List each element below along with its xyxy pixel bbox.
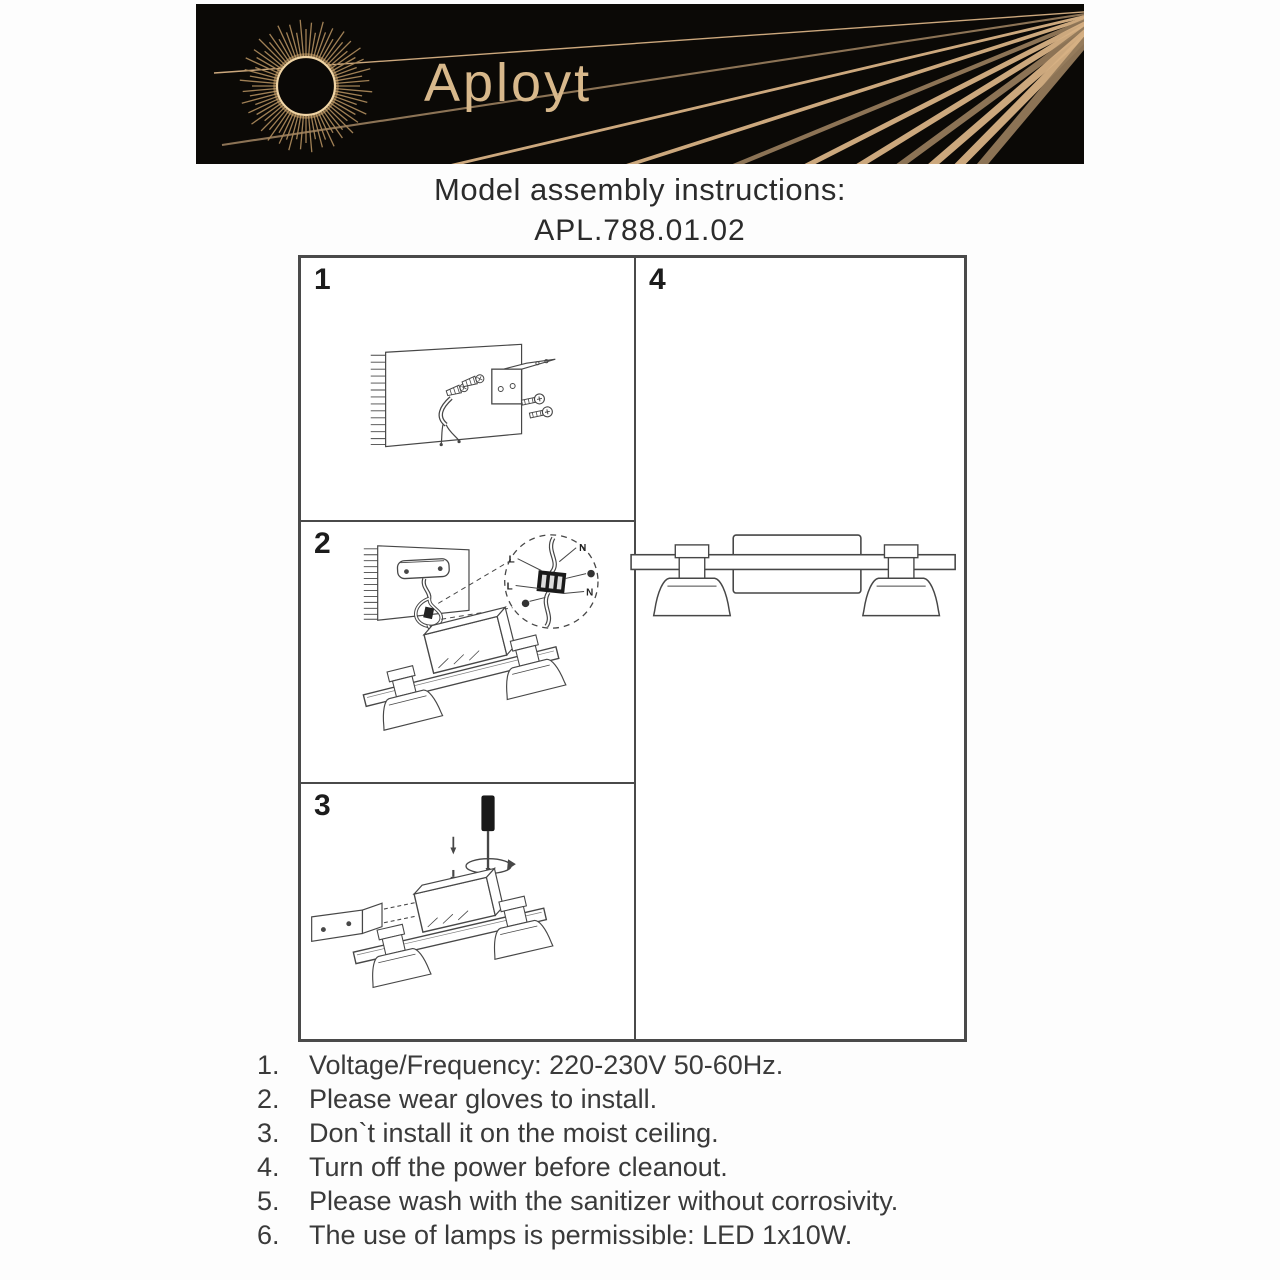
step-1-number: 1 — [314, 263, 331, 296]
note-text: Please wear gloves to install. — [309, 1084, 658, 1114]
step-4-panel — [635, 257, 965, 1040]
finished-fixture-drawing — [631, 535, 955, 616]
note-item — [257, 1050, 898, 1081]
screwdriver-icon — [482, 796, 495, 874]
step-2-drawing — [301, 522, 634, 782]
step-3-number: 3 — [314, 789, 331, 822]
model-number: APL.788.01.02 — [534, 214, 746, 247]
note-number: 6. — [257, 1220, 280, 1250]
note-text: Turn off the power before cleanout. — [309, 1152, 728, 1182]
step-2-number: 2 — [314, 527, 331, 560]
mounting-bracket-icon — [312, 903, 382, 941]
note-item — [257, 1220, 898, 1251]
note-number: 5. — [257, 1186, 280, 1216]
step-1-drawing — [301, 258, 634, 520]
note-text: Voltage/Frequency: 220-230V 50-60Hz. — [309, 1050, 784, 1080]
step-2-panel — [300, 521, 635, 783]
screw-icon — [529, 406, 553, 420]
note-item — [257, 1118, 898, 1149]
note-number: 1. — [257, 1050, 280, 1080]
notes-list — [257, 1050, 898, 1254]
wiring-detail-circle — [505, 535, 598, 628]
terminal-block-icon — [537, 570, 567, 594]
note-text: Please wash with the sanitizer without corrosivity. — [309, 1186, 899, 1216]
starburst-logo-icon — [236, 16, 376, 156]
step-4-drawing — [636, 258, 964, 1039]
note-text: Don`t install it on the moist ceiling. — [309, 1118, 719, 1148]
screw-icon — [521, 393, 545, 407]
label-live-top: L — [508, 554, 515, 566]
step-1-panel — [300, 257, 635, 521]
step-3-drawing — [301, 784, 634, 1039]
brand-name: Aployt — [424, 53, 593, 113]
label-neutral-mid: N — [586, 587, 594, 599]
brand-banner — [196, 4, 1084, 164]
note-item — [257, 1084, 898, 1115]
note-item — [257, 1186, 898, 1217]
note-number: 3. — [257, 1118, 280, 1148]
assembly-steps-table — [298, 255, 967, 1042]
mounted-bracket-icon — [397, 558, 449, 579]
doc-title — [0, 172, 1280, 248]
note-number: 4. — [257, 1152, 280, 1182]
note-item — [257, 1152, 898, 1183]
ground-terminal-dot — [522, 600, 530, 608]
step-4-number: 4 — [649, 263, 666, 296]
doc-title-text: Model assembly instructions: — [434, 172, 846, 207]
note-text: The use of lamps is permissible: LED 1x10W. — [309, 1220, 853, 1250]
note-number: 2. — [257, 1084, 280, 1114]
ground-terminal-dot — [587, 570, 595, 578]
step-3-panel — [300, 783, 635, 1040]
label-live-mid: L — [506, 581, 513, 593]
label-neutral-top: N — [579, 542, 587, 554]
down-arrow-icon — [450, 837, 456, 855]
